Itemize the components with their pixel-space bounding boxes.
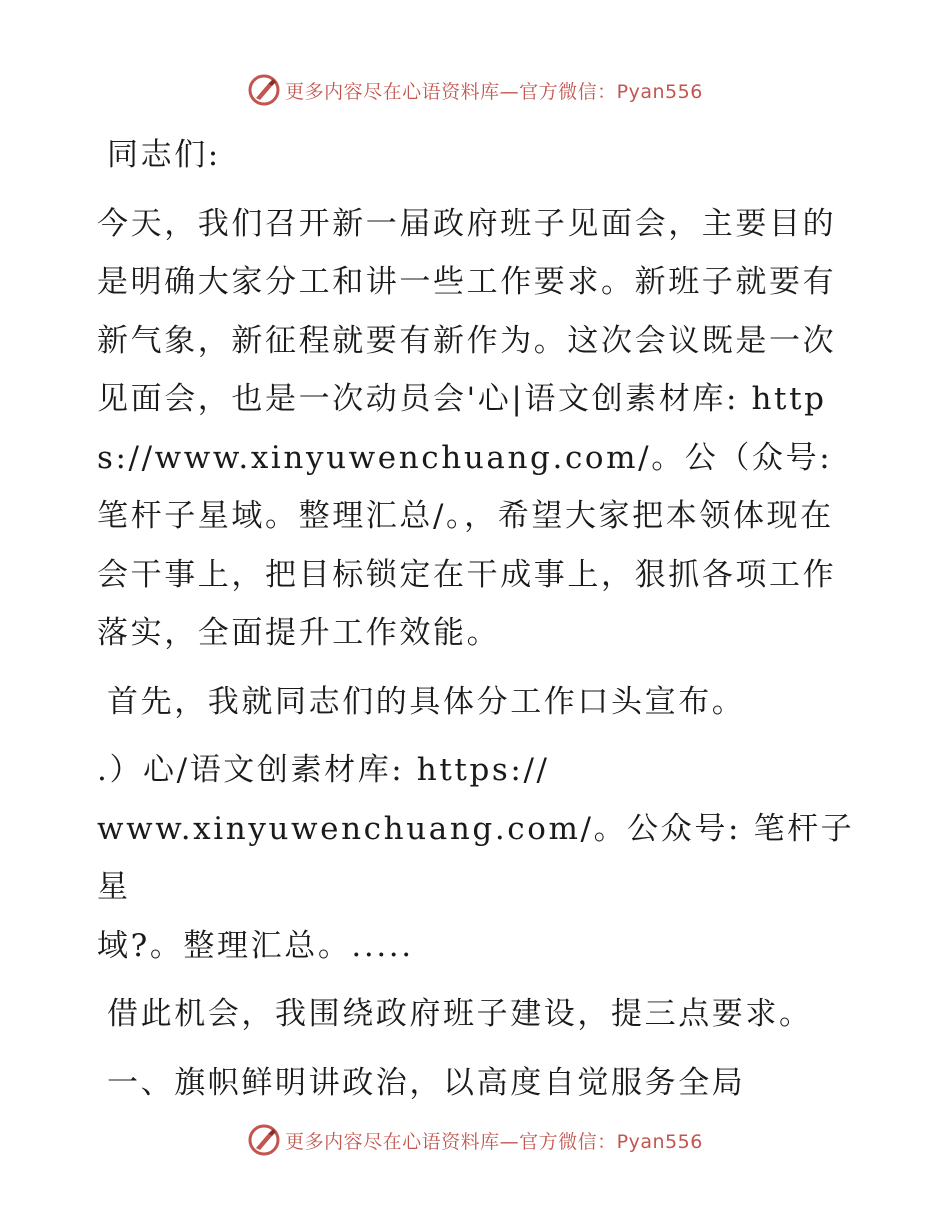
salutation: 同志们:: [107, 137, 221, 173]
paragraph-assignment: 首先，我就同志们的具体分工作口头宣布。: [107, 683, 746, 720]
header-watermark-banner: [0, 70, 950, 110]
paragraph-requirements-intro: 借此机会，我围绕政府班子建设，提三点要求。: [107, 996, 813, 1032]
document-body: [97, 126, 857, 1112]
watermark-text: 更多内容尽在心语资料库—官方微信：Pyan556: [285, 1130, 703, 1153]
pen-logo-icon: [247, 1123, 281, 1157]
paragraph-source-note: .）心/语文创素材库: https:// www.xinyuwenchuang.com/。公众号: 笔杆子星 域?。整理汇总。.....: [97, 752, 855, 964]
pen-logo-icon: [247, 73, 281, 107]
section-heading-one: 一、旗帜鲜明讲政治，以高度自觉服务全局: [107, 1064, 746, 1101]
paragraph-intro: 今天，我们召开新一届政府班子见面会，主要目的是明确大家分工和讲一些工作要求。新班子就要有新气象，新征程就要有新作为。这次会议既是一次见面会，也是一次动员会'心|语文创素材库: https://www.xinyuwenchuang.com/。公（众号: 笔杆子星域。整理汇总/。，希望大家把本领体现在会干事上，把目标锁定在干成事上，狠抓各项工作落实，全面提升工作效能。: [97, 205, 845, 651]
watermark-text: 更多内容尽在心语资料库—官方微信：Pyan556: [285, 80, 703, 103]
footer-watermark-banner: [0, 1120, 950, 1160]
